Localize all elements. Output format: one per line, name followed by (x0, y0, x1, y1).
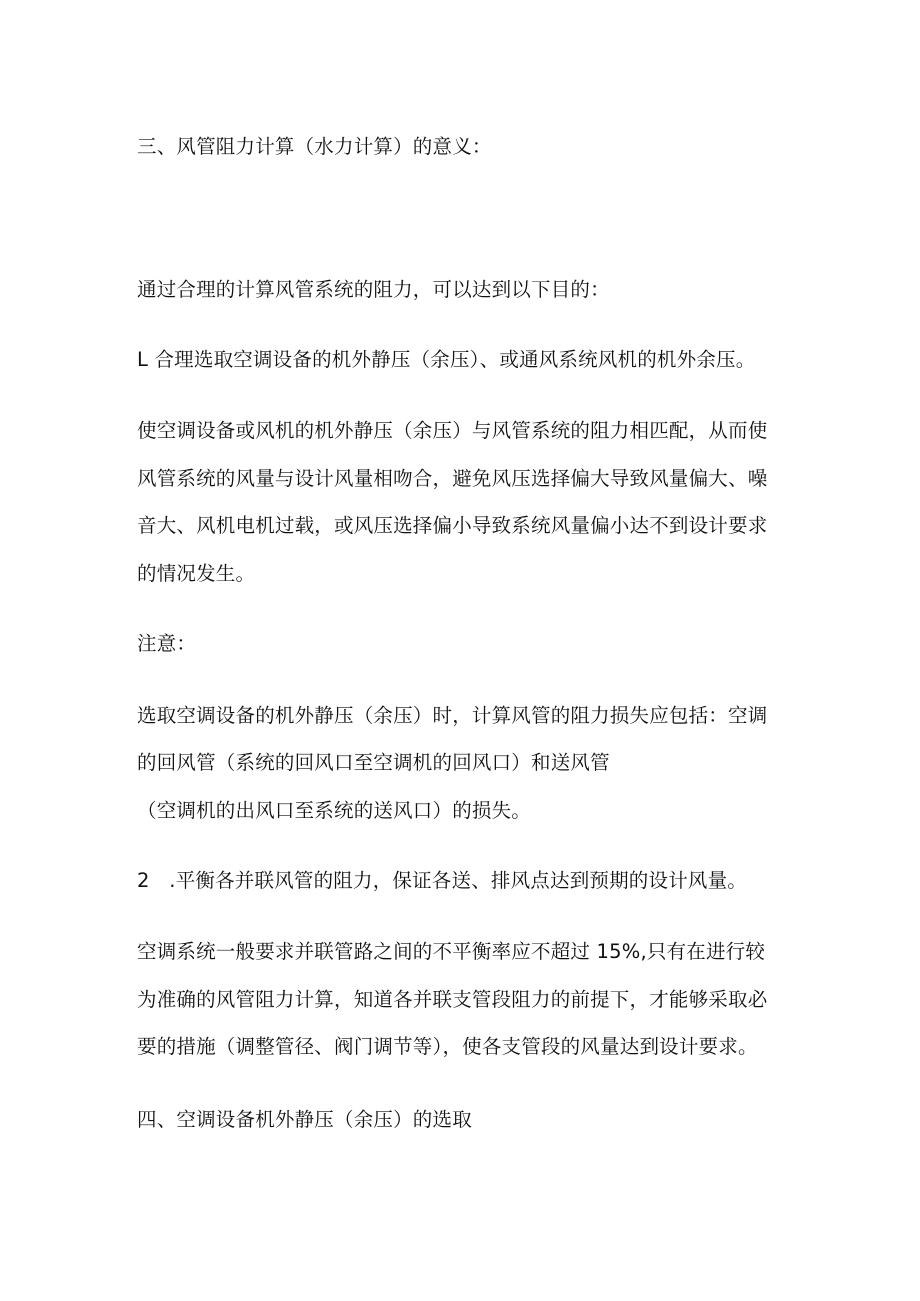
paragraph-1-line-4: 的情况发生。 (137, 562, 256, 585)
item-1: L 合理选取空调设备的机外静压（余压）、或通风系统风机的机外余压。 (137, 348, 756, 371)
section-3-heading: 三、风管阻力计算（水力计算）的意义： (137, 135, 492, 158)
section-4-heading: 四、空调设备机外静压（余压）的选取 (137, 1108, 472, 1131)
note-line-1: 选取空调设备的机外静压（余压）时，计算风管的阻力损失应包括：空调 (137, 704, 768, 727)
note-line-3: （空调机的出风口至系统的送风口）的损失。 (137, 799, 532, 822)
note-label: 注意： (137, 632, 197, 655)
paragraph-2-line-2: 为准确的风管阻力计算，知道各并联支管段阻力的前提下，才能够采取必 (137, 988, 768, 1011)
note-line-2: 的回风管（系统的回风口至空调机的回风口）和送风管 (137, 751, 610, 774)
intro-paragraph: 通过合理的计算风管系统的阻力，可以达到以下目的： (137, 278, 610, 301)
paragraph-2-line-1: 空调系统一般要求并联管路之间的不平衡率应不超过 15%,只有在进行较 (137, 940, 766, 963)
paragraph-1-line-1: 使空调设备或风机的机外静压（余压）与风管系统的阻力相匹配，从而使 (137, 419, 768, 442)
paragraph-2-line-3: 要的措施（调整管径、阀门调节等），使各支管段的风量达到设计要求。 (137, 1035, 758, 1058)
paragraph-1-line-2: 风管系统的风量与设计风量相吻合，避免风压选择偏大导致风量偏大、噪 (137, 467, 768, 490)
paragraph-1-line-3: 音大、风机电机过载，或风压选择偏小导致系统风量偏小达不到设计要求 (137, 514, 768, 537)
item-2: 2 .平衡各并联风管的阻力，保证各送、排风点达到预期的设计风量。 (137, 869, 748, 892)
